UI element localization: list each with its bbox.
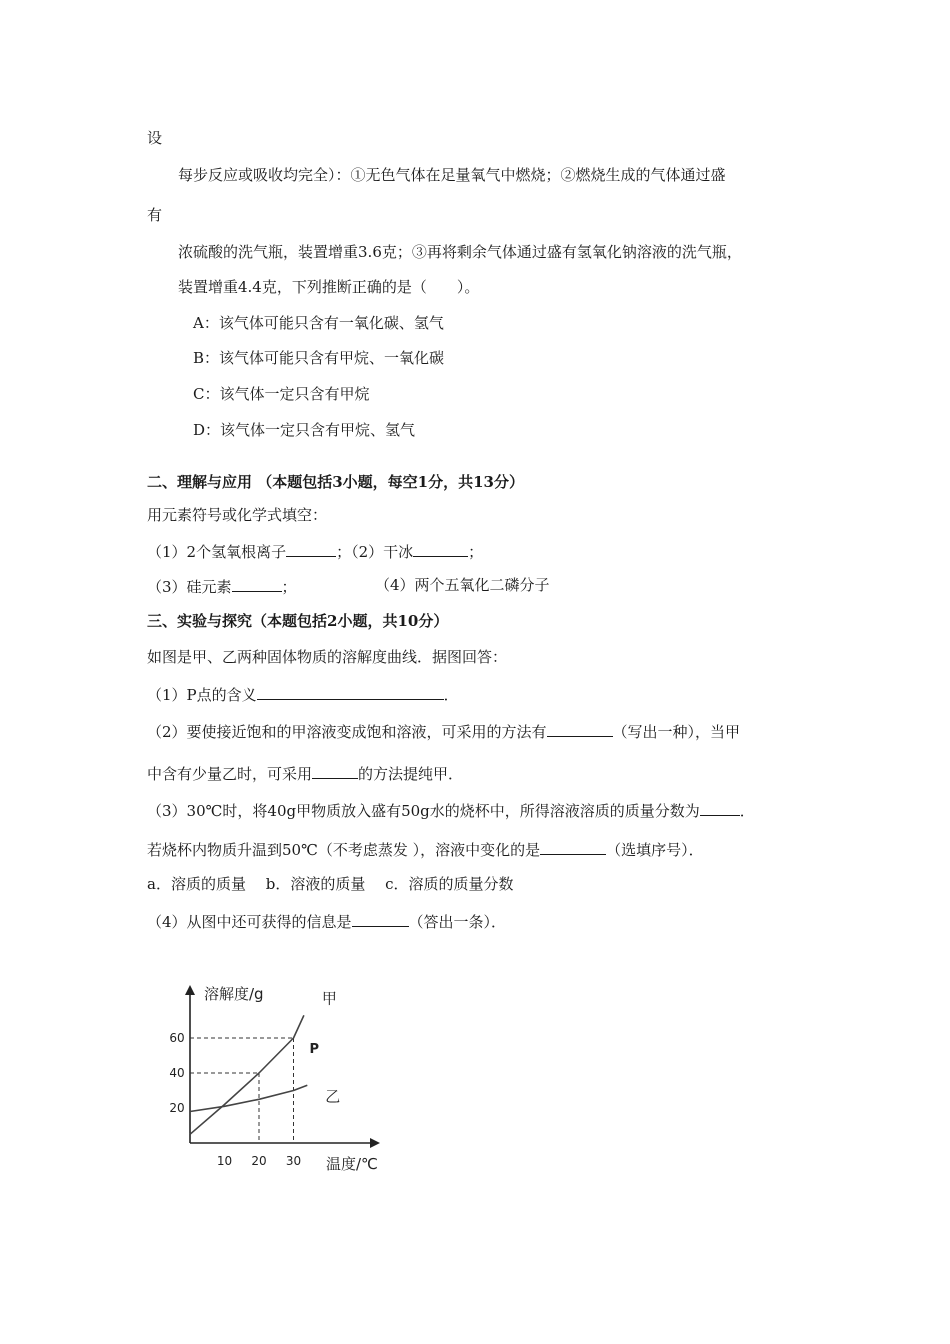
question-label: ； (468, 543, 484, 561)
question-label: （4）两个五氧化二磷分子 (375, 576, 550, 594)
question-label: 的方法提纯甲． (358, 765, 464, 783)
section-heading: 二、理解与应用 （本题包括3小题，每空1分，共13分） (147, 473, 524, 491)
x-tick-label: 10 (216, 1154, 233, 1168)
question-label: 中含有少量乙时，可采用 (147, 765, 313, 783)
choice-options: a．溶质的质量 b．溶液的质量 c．溶质的质量分数 (147, 875, 514, 893)
question-label: （3）30℃时，将40g甲物质放入盛有50g水的烧杯中，所得溶液溶质的质量分数为 (147, 802, 700, 820)
fill-blank-row (147, 540, 483, 562)
answer-blank[interactable] (413, 540, 468, 557)
fill-blank-row (147, 838, 704, 860)
question-label: 若烧杯内物质升温到50℃（不考虑蒸发 ），溶液中变化的是 (147, 841, 541, 859)
question-label: ；（2）干冰 (336, 543, 414, 561)
y-tick-label: 40 (169, 1066, 185, 1080)
x-axis-label: 温度/℃ (326, 1155, 378, 1173)
answer-blank[interactable] (700, 799, 740, 816)
question-label: ； (281, 578, 297, 596)
section-intro: 如图是甲、乙两种固体物质的溶解度曲线．据图回答： (147, 648, 508, 666)
solubility-chart (150, 975, 400, 1180)
answer-blank[interactable] (547, 720, 613, 737)
x-tick-label: 30 (285, 1154, 302, 1168)
question-label: （写出一种），当甲 (612, 723, 741, 741)
question-text-line: 设 (147, 129, 163, 147)
question-label: （2）要使接近饱和的甲溶液变成饱和溶液，可采用的方法有 (147, 723, 547, 741)
point-p-label: P (309, 1042, 320, 1057)
question-text-line: 装置增重4.4克，下列推断正确的是（ ）。 (178, 278, 480, 296)
answer-blank[interactable] (352, 910, 409, 927)
y-tick-label: 60 (169, 1031, 185, 1045)
question-label: （4）从图中还可获得的信息是 (147, 913, 352, 931)
fill-blank-row (147, 910, 506, 932)
question-text-line: 有 (147, 206, 163, 224)
option-a: A：该气体可能只含有一氧化碳、氢气 (193, 314, 444, 332)
option-b: B：该气体可能只含有甲烷、一氧化碳 (193, 349, 445, 367)
fill-blank-row (147, 720, 740, 742)
fill-blank-row (147, 683, 459, 705)
fill-blank-row (147, 575, 297, 597)
series-label: 甲 (321, 989, 337, 1008)
question-label: （选填序号）． (606, 841, 704, 859)
series-line (190, 1015, 304, 1134)
series-label: 乙 (325, 1087, 341, 1106)
fill-blank-row (147, 799, 755, 821)
answer-blank[interactable] (286, 540, 336, 557)
question-label: （答出一条）． (408, 913, 507, 931)
series-line (190, 1085, 307, 1111)
fill-blank-row (147, 762, 463, 784)
y-tick-label: 20 (169, 1101, 185, 1115)
x-axis-arrow-icon (370, 1138, 380, 1148)
question-text-line: 每步反应或吸收均完全）：①无色气体在足量氧气中燃烧；②燃烧生成的气体通过盛 (178, 166, 726, 184)
question-label: （1）2个氢氧根离子 (147, 543, 287, 561)
y-axis-label: 溶解度/g (204, 985, 264, 1003)
section-intro: 用元素符号或化学式填空： (147, 506, 328, 524)
answer-blank[interactable] (257, 683, 444, 700)
question-label: （3）硅元素 (147, 578, 232, 596)
option-d: D：该气体一定只含有甲烷、氢气 (193, 421, 416, 439)
section-heading: 三、实验与探究（本题包括2小题，共10分） (147, 612, 449, 630)
question-label: ． (443, 686, 459, 704)
question-label: （1）P点的含义 (147, 686, 257, 704)
question-text-line: 浓硫酸的洗气瓶，装置增重3.6克；③再将剩余气体通过盛有氢氧化钠溶液的洗气瓶， (178, 243, 742, 261)
answer-blank[interactable] (232, 575, 282, 592)
answer-blank[interactable] (312, 762, 358, 779)
x-tick-label: 20 (251, 1154, 267, 1168)
option-c: C：该气体一定只含有甲烷 (193, 385, 370, 403)
answer-blank[interactable] (540, 838, 606, 855)
y-axis-arrow-icon (185, 985, 195, 995)
question-label: ． (739, 802, 755, 820)
